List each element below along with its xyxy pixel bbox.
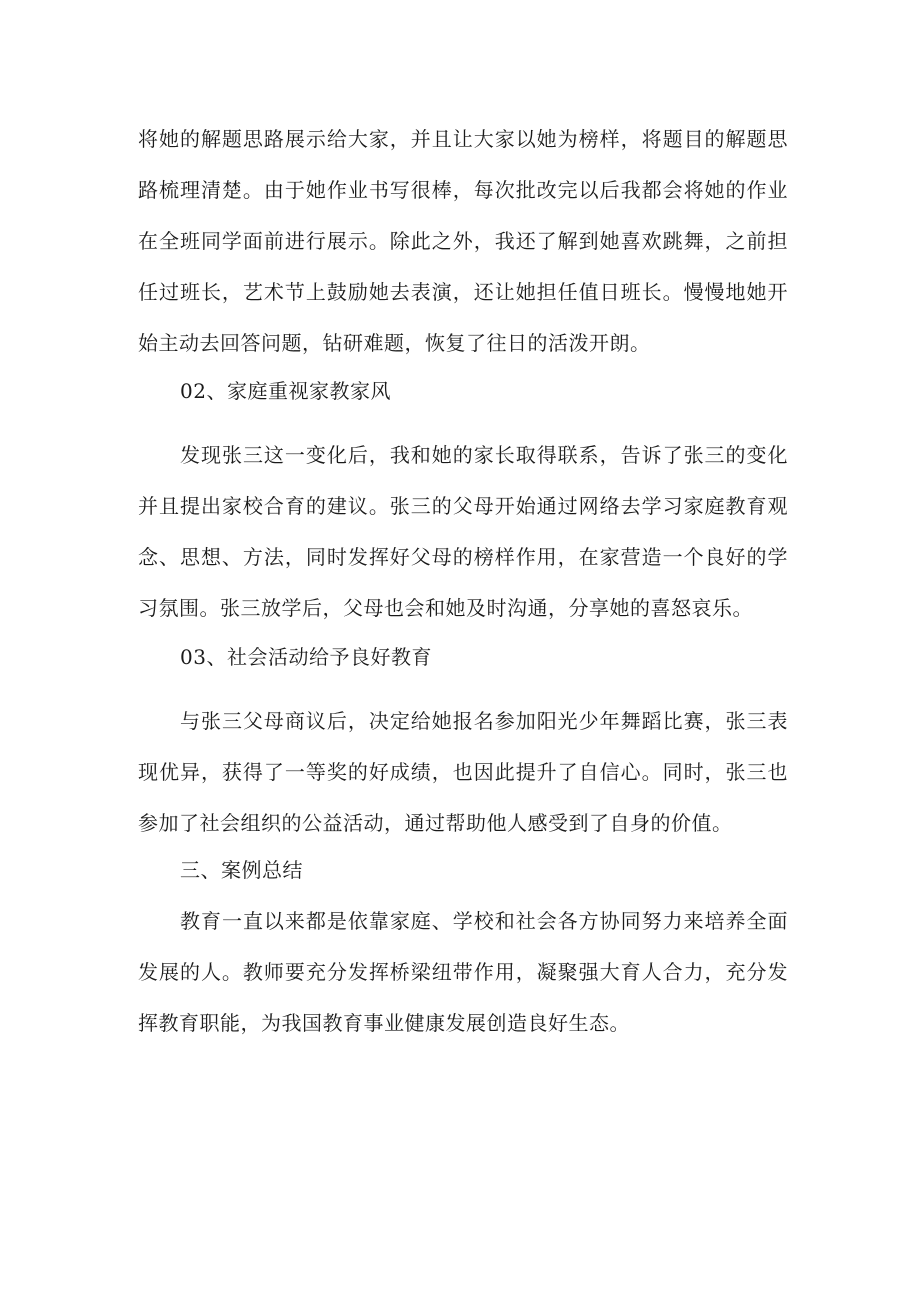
section-heading-02: 02、家庭重视家教家风 [180, 379, 391, 403]
section-heading-summary: 三、案例总结 [180, 858, 303, 882]
paragraph-3: 与张三父母商议后，决定给她报名参加阳光少年舞蹈比赛，张三表现优异，获得了一等奖的好成绩，也因此提升了自信心。同时，张三也参加了社会组织的公益活动，通过帮助他人感受到了自身的价值。 [138, 709, 788, 835]
paragraph-4: 教育一直以来都是依靠家庭、学校和社会各方协同努力来培养全面发展的人。教师要充分发挥桥梁纽带作用，凝聚强大育人合力，充分发挥教育职能，为我国教育事业健康发展创造良好生态。 [138, 909, 788, 1035]
section-heading-03: 03、社会活动给予良好教育 [180, 645, 432, 669]
paragraph-1: 将她的解题思路展示给大家，并且让大家以她为榜样，将题目的解题思路梳理清楚。由于她作业书写很棒，每次批改完以后我都会将她的作业在全班同学面前进行展示。除此之外，我还了解到她喜欢跳舞，之前担任过班长，艺术节上鼓励她去表演，还让她担任值日班长。慢慢地她开始主动去回答问题，钻研难题，恢复了往日的活泼开朗。 [138, 127, 788, 355]
paragraph-2: 发现张三这一变化后，我和她的家长取得联系，告诉了张三的变化并且提出家校合育的建议。张三的父母开始通过网络去学习家庭教育观念、思想、方法，同时发挥好父母的榜样作用，在家营造一个良好的学习氛围。张三放学后，父母也会和她及时沟通，分享她的喜怒哀乐。 [138, 443, 788, 620]
